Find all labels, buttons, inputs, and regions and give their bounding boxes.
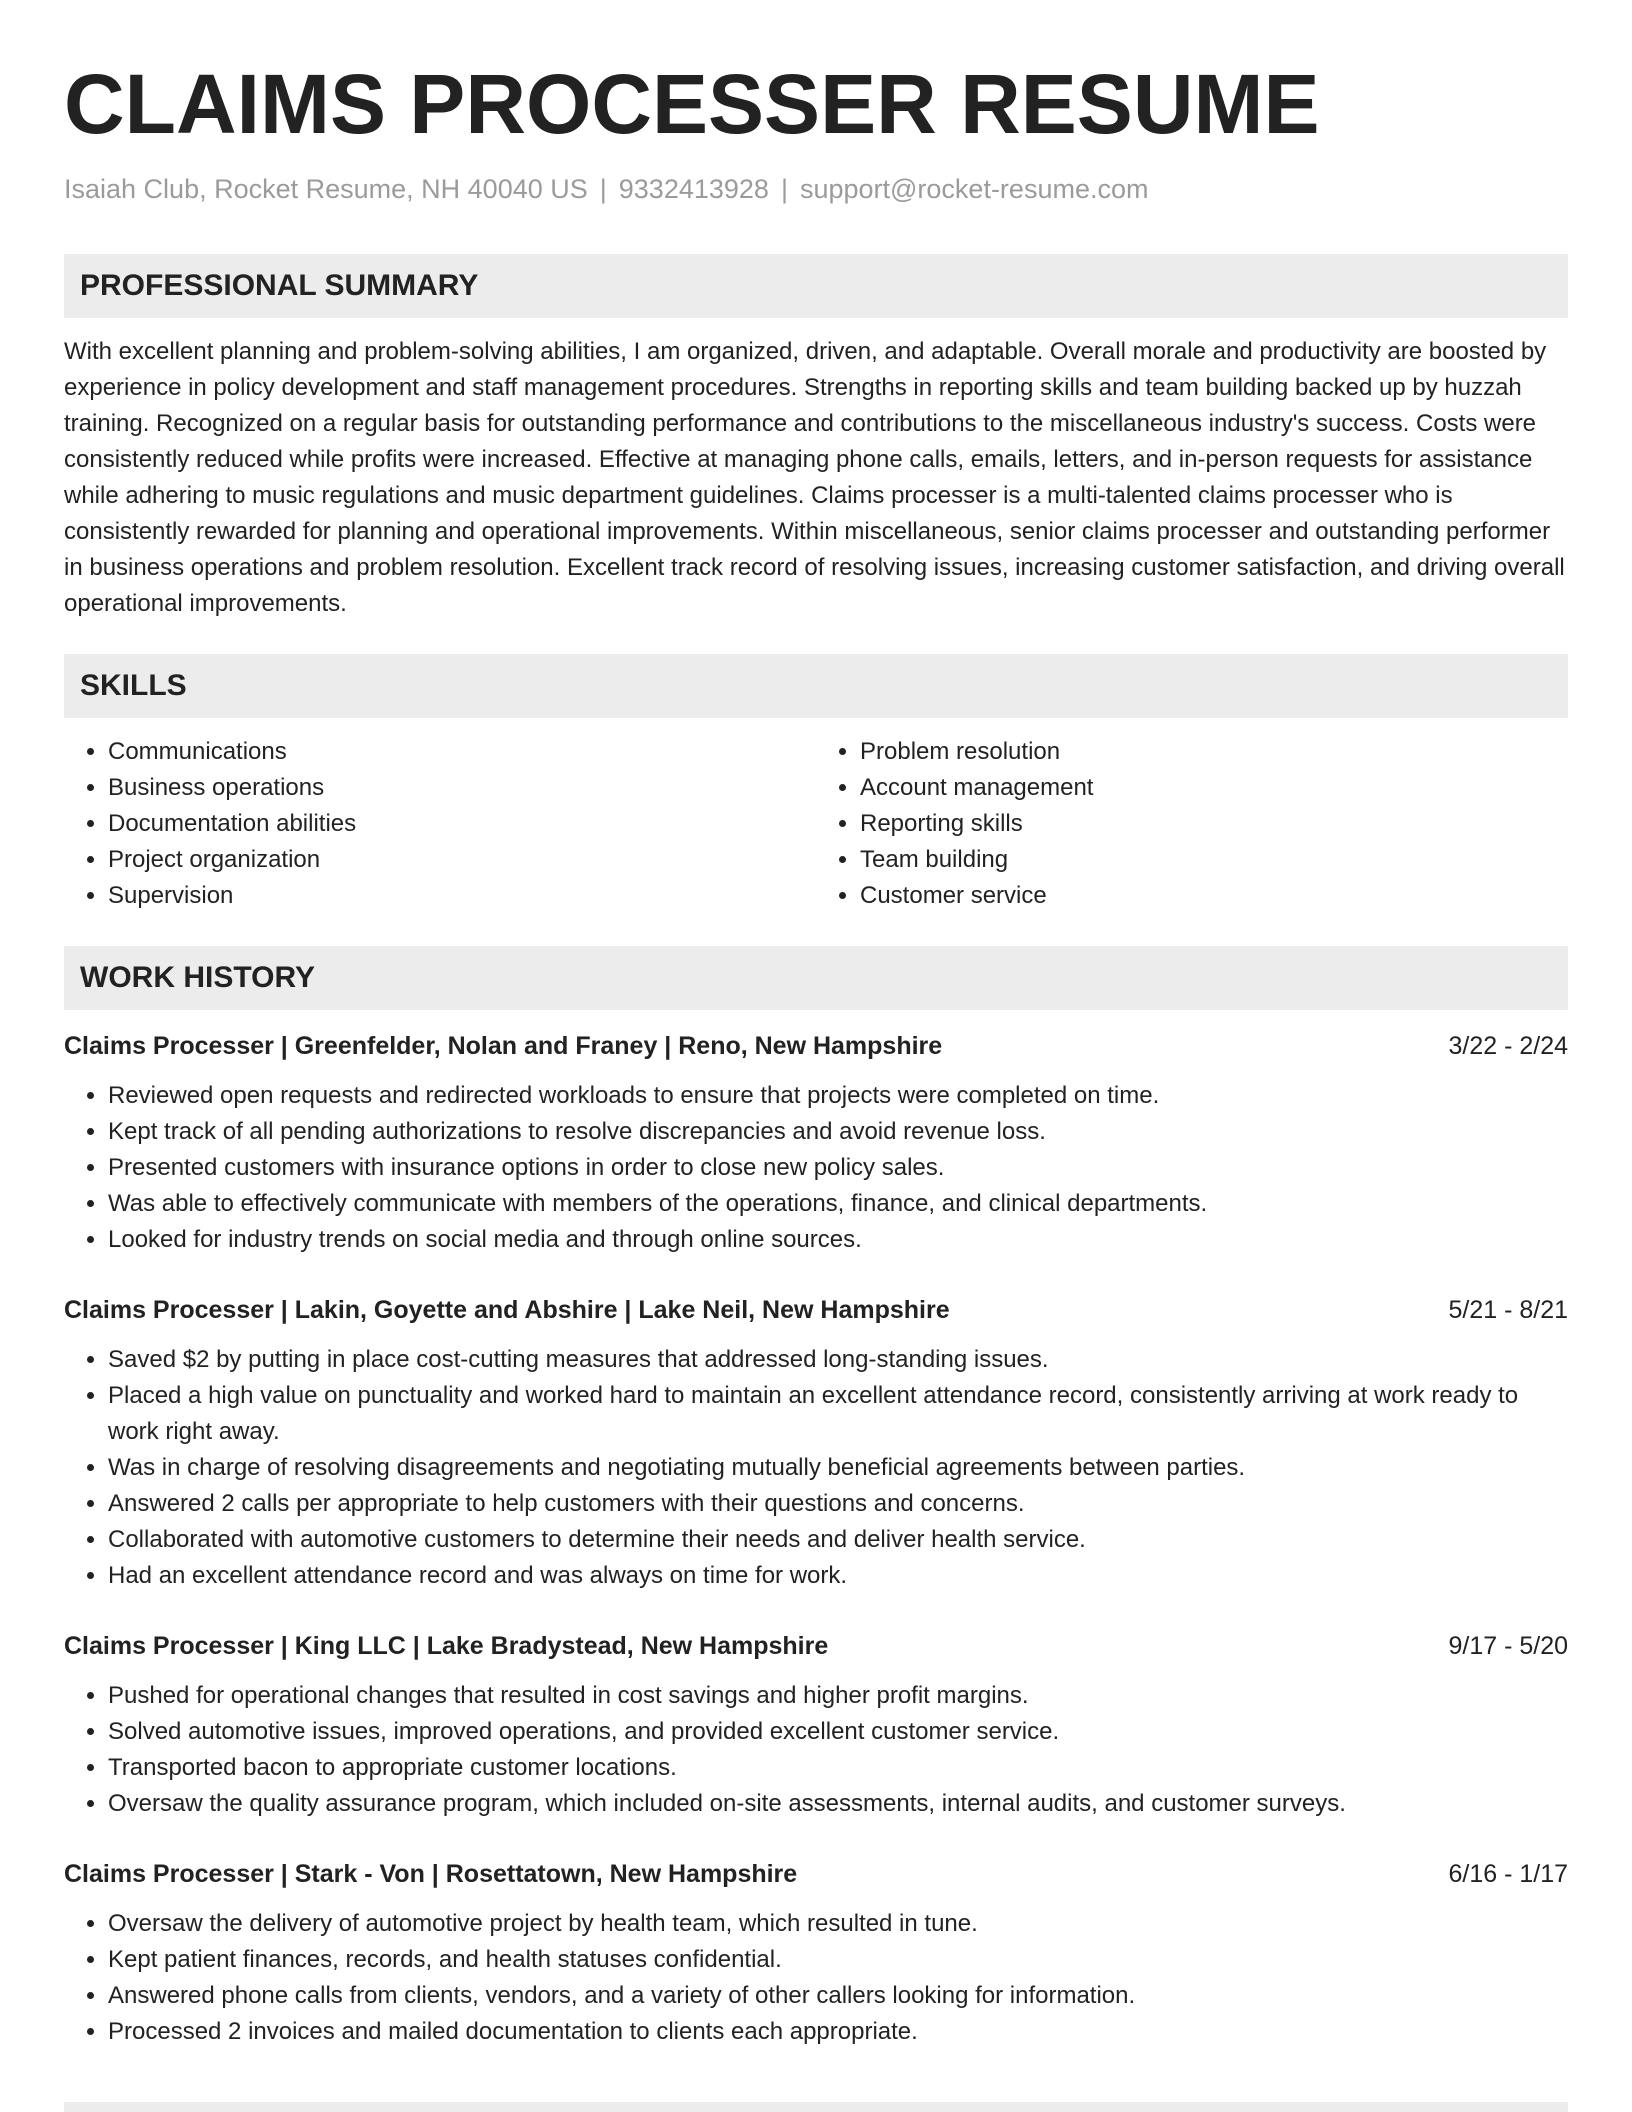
job-bullet: • Transported bacon to appropriate customer locations. (108, 1750, 1568, 1786)
job-bullet: • Processed 2 invoices and mailed documentation to clients each appropriate. (108, 2014, 1568, 2050)
skill-item: • Supervision (108, 878, 816, 914)
job-bullet: • Kept track of all pending authorizations to resolve discrepancies and avoid revenue loss. (108, 1114, 1568, 1150)
skills-column-left (64, 734, 816, 914)
contact-separator: | (599, 174, 607, 204)
job-bullets (64, 1078, 1568, 1258)
job-bullets (64, 1906, 1568, 2050)
job-bullet: • Answered 2 calls per appropriate to help customers with their questions and concerns. (108, 1486, 1568, 1522)
skills-column-right (816, 734, 1568, 914)
job-entry (64, 1628, 1568, 1822)
job-bullet: • Had an excellent attendance record and was always on time for work. (108, 1558, 1568, 1594)
skill-item: • Business operations (108, 770, 816, 806)
job-bullet: • Oversaw the quality assurance program, which included on-site assessments, internal audits, and customer surveys. (108, 1786, 1568, 1822)
job-dates: 9/17 - 5/20 (1448, 1632, 1568, 1660)
job-bullet: • Looked for industry trends on social media and through online sources. (108, 1222, 1568, 1258)
section-heading-skills: SKILLS (64, 654, 1568, 718)
job-entry (64, 1292, 1568, 1594)
job-bullet: • Kept patient finances, records, and health statuses confidential. (108, 1942, 1568, 1978)
skill-item: • Communications (108, 734, 816, 770)
job-bullet: • Pushed for operational changes that resulted in cost savings and higher profit margins. (108, 1678, 1568, 1714)
contact-line (64, 172, 1568, 206)
skill-item: • Team building (860, 842, 1568, 878)
skill-item: • Account management (860, 770, 1568, 806)
job-dates: 5/21 - 8/21 (1448, 1296, 1568, 1324)
job-header (64, 1628, 1568, 1664)
job-bullet: • Reviewed open requests and redirected workloads to ensure that projects were completed on time. (108, 1078, 1568, 1114)
summary-text: With excellent planning and problem-solving abilities, I am organized, driven, and adaptable. Overall morale and productivity are boosted by experience in policy development and staff management procedures. Strengths in reporting skills and team building backed up by huzzah training. Recognized on a regular basis for outstanding performance and contributions to the miscellaneous industry's success. Costs were consistently reduced while profits were increased. Effective at managing phone calls, emails, letters, and in-person requests for assistance while adhering to music regulations and music department guidelines. Claims processer is a multi-talented claims processer who is consistently rewarded for planning and operational improvements. Within miscellaneous, senior claims processer and outstanding performer in business operations and problem resolution. Excellent track record of resolving issues, increasing customer satisfaction, and driving overall operational improvements. (64, 338, 1565, 617)
skill-item: • Problem resolution (860, 734, 1568, 770)
resume-title: CLAIMS PROCESSER RESUME (64, 57, 1320, 151)
job-header (64, 1028, 1568, 1064)
next-section-bar (64, 2102, 1568, 2112)
job-header (64, 1856, 1568, 1892)
job-bullets (64, 1342, 1568, 1594)
job-title: Claims Processer | Greenfelder, Nolan and Franey | Reno, New Hampshire (64, 1032, 943, 1060)
contact-phone: 9332413928 (618, 174, 769, 204)
job-title: Claims Processer | Stark - Von | Rosettatown, New Hampshire (64, 1860, 798, 1888)
job-bullet: • Oversaw the delivery of automotive project by health team, which resulted in tune. (108, 1906, 1568, 1942)
job-dates: 6/16 - 1/17 (1448, 1860, 1568, 1888)
job-header (64, 1292, 1568, 1328)
contact-address: Isaiah Club, Rocket Resume, NH 40040 US (64, 174, 588, 204)
job-entry (64, 1856, 1568, 2050)
job-bullet: • Was in charge of resolving disagreements and negotiating mutually beneficial agreements between parties. (108, 1450, 1568, 1486)
job-title: Claims Processer | Lakin, Goyette and Abshire | Lake Neil, New Hampshire (64, 1296, 950, 1324)
skill-item: • Project organization (108, 842, 816, 878)
section-heading-work-history: WORK HISTORY (64, 946, 1568, 1010)
job-dates: 3/22 - 2/24 (1448, 1032, 1568, 1060)
job-title: Claims Processer | King LLC | Lake Bradystead, New Hampshire (64, 1632, 829, 1660)
job-bullet: • Collaborated with automotive customers to determine their needs and deliver health service. (108, 1522, 1568, 1558)
job-entry (64, 1028, 1568, 1258)
job-bullets (64, 1678, 1568, 1822)
section-heading-summary: PROFESSIONAL SUMMARY (64, 254, 1568, 318)
job-bullet: • Was able to effectively communicate with members of the operations, finance, and clinical departments. (108, 1186, 1568, 1222)
contact-email: support@rocket-resume.com (799, 174, 1149, 204)
skill-item: • Reporting skills (860, 806, 1568, 842)
contact-separator: | (780, 174, 788, 204)
job-bullet: • Placed a high value on punctuality and worked hard to maintain an excellent attendance record, consistently arriving at work ready to work right away. (108, 1378, 1568, 1450)
job-bullet: • Answered phone calls from clients, vendors, and a variety of other callers looking for information. (108, 1978, 1568, 2014)
skill-item: • Customer service (860, 878, 1568, 914)
job-bullet: • Presented customers with insurance options in order to close new policy sales. (108, 1150, 1568, 1186)
job-bullet: • Saved $2 by putting in place cost-cutting measures that addressed long-standing issues. (108, 1342, 1568, 1378)
skill-item: • Documentation abilities (108, 806, 816, 842)
skills-grid (64, 734, 1568, 914)
job-bullet: • Solved automotive issues, improved operations, and provided excellent customer service. (108, 1714, 1568, 1750)
